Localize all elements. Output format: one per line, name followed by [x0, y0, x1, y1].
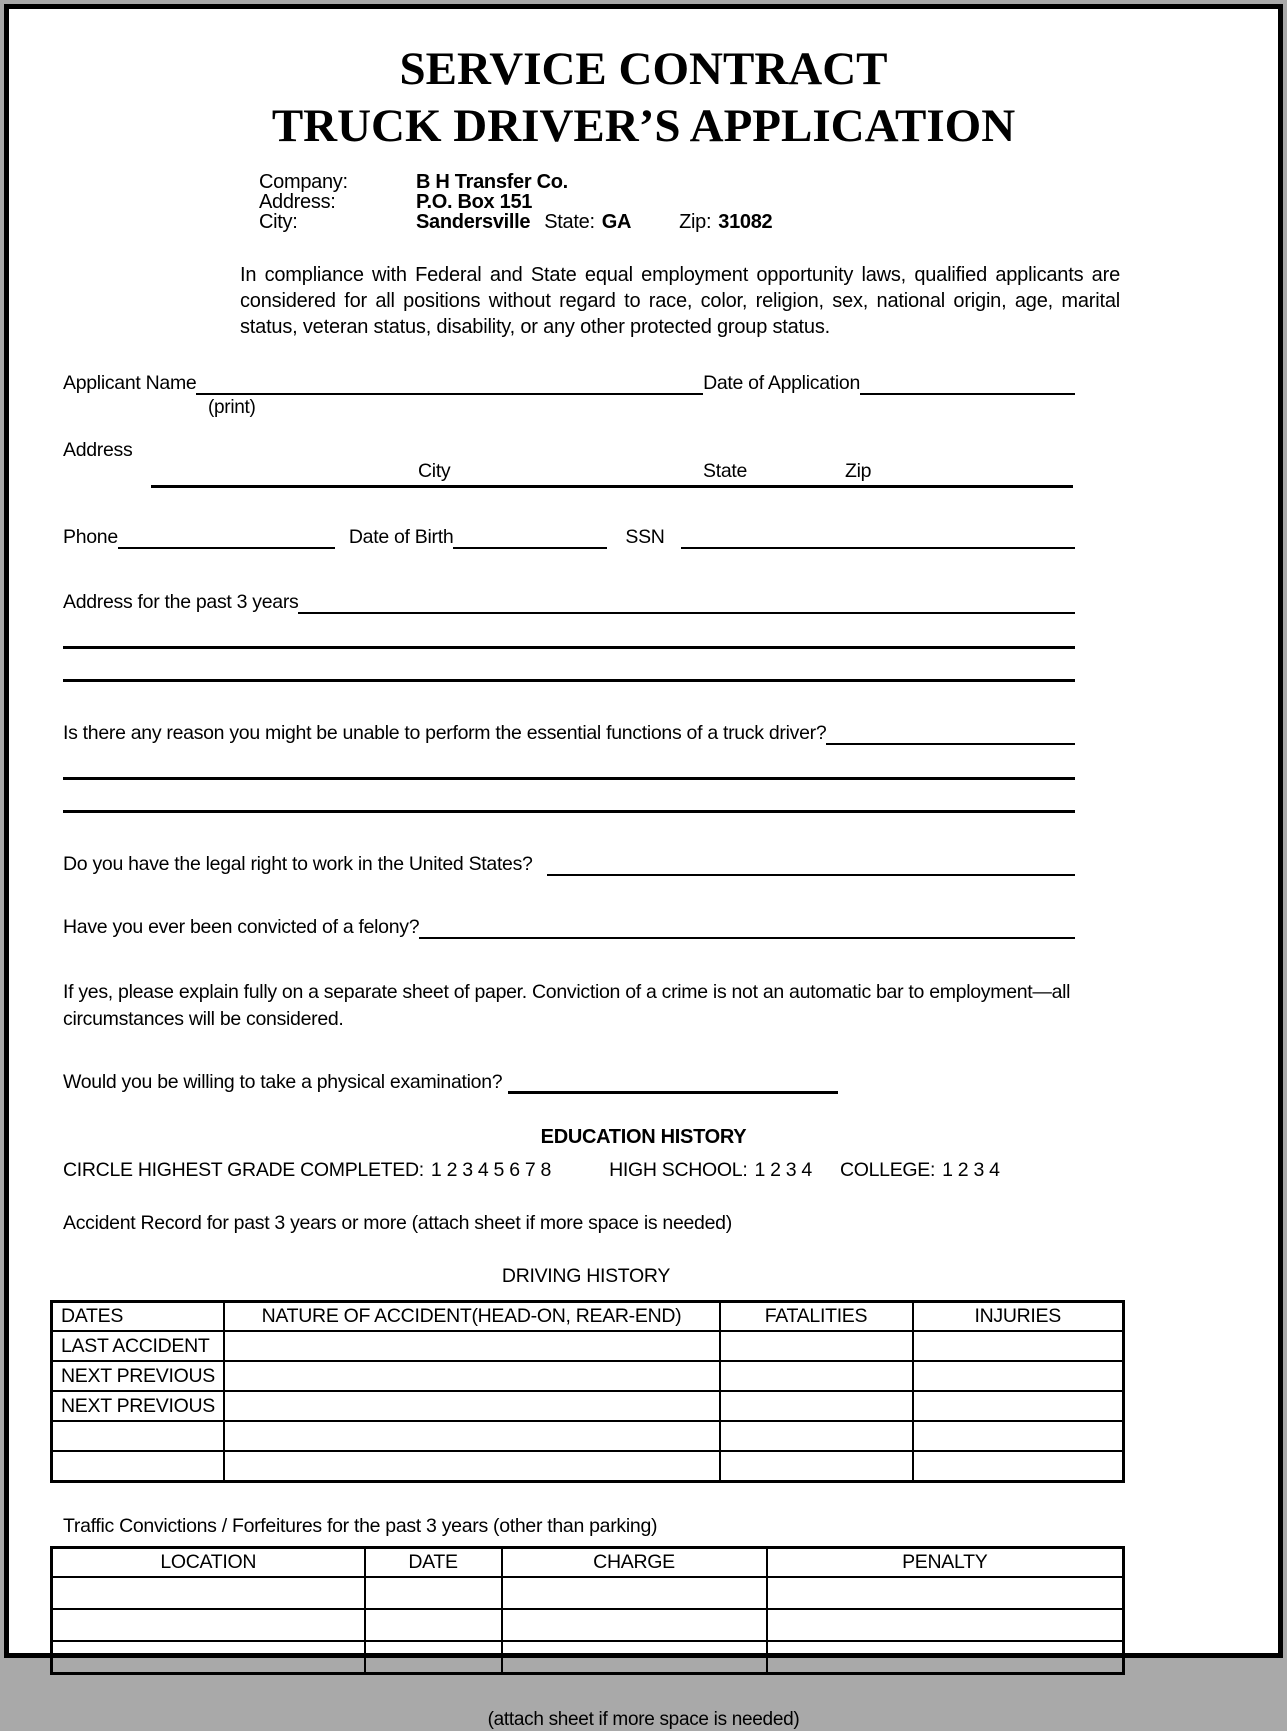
attach-sheet-footer-note: (attach sheet if more space is needed): [487, 1708, 800, 1730]
table-row: [52, 1391, 1124, 1421]
table-row: [52, 1451, 1124, 1481]
applicant-name-label: Applicant Name: [63, 371, 197, 394]
table-row: [52, 1361, 1124, 1391]
company-city-label: City:: [259, 210, 298, 233]
company-address-label: Address:: [259, 190, 336, 213]
driving-cell[interactable]: [913, 1451, 1124, 1481]
driving-row-label: NEXT PREVIOUS: [52, 1361, 224, 1391]
traffic-cell[interactable]: [52, 1641, 365, 1673]
felony-field[interactable]: [419, 917, 1075, 939]
print-hint: (print): [208, 396, 256, 418]
company-state-label: State:: [544, 210, 595, 233]
ssn-field[interactable]: [681, 527, 1075, 549]
driving-cell[interactable]: [224, 1361, 720, 1391]
past-address-extra-line-2[interactable]: [63, 679, 1075, 682]
traffic-cell[interactable]: [365, 1577, 502, 1609]
driving-row-label: NEXT PREVIOUS: [52, 1391, 224, 1421]
application-form-sheet: [4, 4, 1283, 1730]
legal-right-question-row: [63, 853, 1075, 876]
driving-col-nature: NATURE OF ACCIDENT(HEAD-ON, REAR-END): [224, 1301, 720, 1331]
felony-question-label: Have you ever been convicted of a felony?: [63, 915, 420, 938]
state-label: State: [703, 459, 748, 482]
phone-field[interactable]: [118, 527, 335, 549]
table-row: [52, 1609, 1124, 1641]
address-field[interactable]: [151, 459, 1073, 488]
high-school-scale-options[interactable]: 1 2 3 4: [754, 1158, 812, 1181]
past-address-label: Address for the past 3 years: [63, 590, 299, 613]
company-row: [259, 172, 1278, 192]
college-scale-options[interactable]: 1 2 3 4: [942, 1158, 1000, 1181]
city-label: City: [418, 459, 451, 482]
company-info-block: [259, 172, 1278, 232]
driving-col-dates: DATES: [52, 1301, 224, 1331]
table-row: [52, 1331, 1124, 1361]
legal-right-field[interactable]: [547, 854, 1075, 876]
past-address-extra-line-1[interactable]: [63, 646, 1075, 649]
driving-row-label[interactable]: [52, 1421, 224, 1451]
physical-field[interactable]: [508, 1072, 838, 1094]
company-city-row: [259, 212, 1278, 232]
driving-cell[interactable]: [224, 1421, 720, 1451]
traffic-cell[interactable]: [365, 1641, 502, 1673]
driving-cell[interactable]: [720, 1451, 913, 1481]
unable-extra-line-1[interactable]: [63, 777, 1075, 780]
education-grades-row: [63, 1159, 1278, 1182]
date-of-birth-label: Date of Birth: [348, 525, 454, 548]
traffic-header-row: [52, 1547, 1124, 1577]
date-of-application-field[interactable]: [860, 373, 1075, 395]
driving-cell[interactable]: [913, 1421, 1124, 1451]
traffic-col-date: DATE: [365, 1547, 502, 1577]
company-value: B H Transfer Co.: [416, 170, 568, 193]
traffic-convictions-heading: Traffic Convictions / Forfeitures for the past 3 years (other than parking): [63, 1514, 658, 1537]
applicant-name-row: [63, 372, 1075, 395]
ssn-label: SSN: [625, 525, 665, 548]
driving-row-label: LAST ACCIDENT: [52, 1331, 224, 1361]
physical-question-label: Would you be willing to take a physical examination?: [63, 1070, 503, 1093]
driving-col-injuries: INJURIES: [913, 1301, 1124, 1331]
traffic-cell[interactable]: [52, 1609, 365, 1641]
driving-cell[interactable]: [720, 1421, 913, 1451]
eeo-compliance-paragraph: In compliance with Federal and State equal employment opportunity laws, qualified applicants are considered for all positions without regard to race, color, religion, sex, national origin, age, marital status, veteran status, disability, or any other protected group status.: [240, 263, 1120, 338]
driving-cell[interactable]: [224, 1391, 720, 1421]
driving-cell[interactable]: [913, 1361, 1124, 1391]
driving-cell[interactable]: [720, 1391, 913, 1421]
physical-question-row: [63, 1071, 1075, 1094]
company-city-value: Sandersville: [416, 210, 531, 233]
title-line-2: TRUCK DRIVER’S APPLICATION: [271, 100, 1016, 153]
education-history-heading: EDUCATION HISTORY: [540, 1125, 747, 1148]
grade-scale-options[interactable]: 1 2 3 4 5 6 7 8: [430, 1158, 552, 1181]
company-label: Company:: [259, 170, 348, 193]
title-line-1: SERVICE CONTRACT: [399, 43, 888, 95]
traffic-convictions-table: [50, 1546, 1125, 1675]
legal-right-question-label: Do you have the legal right to work in the United States?: [63, 852, 533, 875]
applicant-form: [63, 372, 1075, 1094]
traffic-cell[interactable]: [502, 1609, 767, 1641]
driving-history-table: [50, 1300, 1125, 1483]
zip-label: Zip: [845, 459, 872, 482]
driving-cell[interactable]: [720, 1361, 913, 1391]
unable-question-label: Is there any reason you might be unable to perform the essential functions of a truck driver?: [63, 721, 827, 744]
past-address-field[interactable]: [298, 592, 1075, 614]
traffic-cell[interactable]: [767, 1641, 1124, 1673]
driving-cell[interactable]: [720, 1331, 913, 1361]
applicant-name-field[interactable]: [196, 373, 703, 395]
college-label: COLLEGE:: [839, 1158, 936, 1181]
company-address-value: P.O. Box 151: [416, 190, 533, 213]
traffic-col-charge: CHARGE: [502, 1547, 767, 1577]
driving-header-row: [52, 1301, 1124, 1331]
felony-note: If yes, please explain fully on a separate sheet of paper. Conviction of a crime is not an automatic bar to employment—all circumstances will be considered.: [63, 980, 1071, 1030]
table-row: [52, 1577, 1124, 1609]
traffic-cell[interactable]: [502, 1577, 767, 1609]
traffic-cell[interactable]: [767, 1577, 1124, 1609]
phone-label: Phone: [63, 525, 118, 548]
company-zip-label: Zip:: [679, 210, 712, 233]
date-of-birth-field[interactable]: [453, 527, 607, 549]
traffic-cell[interactable]: [52, 1577, 365, 1609]
table-row: [52, 1641, 1124, 1673]
company-address-row: [259, 192, 1278, 212]
accident-record-note: Accident Record for past 3 years or more (attach sheet if more space is needed): [63, 1211, 732, 1234]
company-zip-value: 31082: [718, 210, 773, 233]
driving-history-heading: DRIVING HISTORY: [501, 1264, 671, 1287]
traffic-cell[interactable]: [767, 1609, 1124, 1641]
felony-question-row: [63, 916, 1075, 939]
address-label: Address: [63, 438, 133, 461]
phone-dob-ssn-row: [63, 526, 1075, 549]
traffic-col-location: LOCATION: [52, 1547, 365, 1577]
driving-cell[interactable]: [224, 1331, 720, 1361]
driving-row-label[interactable]: [52, 1451, 224, 1481]
date-of-application-label: Date of Application: [703, 371, 860, 394]
page-title: [9, 41, 1278, 156]
unable-extra-line-2[interactable]: [63, 810, 1075, 813]
past-address-row: [63, 591, 1075, 614]
driving-cell[interactable]: [913, 1391, 1124, 1421]
driving-col-fatalities: FATALITIES: [720, 1301, 913, 1331]
grade-completed-label: CIRCLE HIGHEST GRADE COMPLETED:: [63, 1158, 424, 1181]
driving-cell[interactable]: [224, 1451, 720, 1481]
traffic-cell[interactable]: [365, 1609, 502, 1641]
driving-cell[interactable]: [913, 1331, 1124, 1361]
traffic-col-penalty: PENALTY: [767, 1547, 1124, 1577]
traffic-cell[interactable]: [502, 1641, 767, 1673]
unable-question-field[interactable]: [826, 723, 1075, 745]
company-state-value: GA: [601, 210, 632, 233]
table-row: [52, 1421, 1124, 1451]
high-school-label: HIGH SCHOOL:: [609, 1158, 748, 1181]
unable-question-row: [63, 722, 1075, 745]
